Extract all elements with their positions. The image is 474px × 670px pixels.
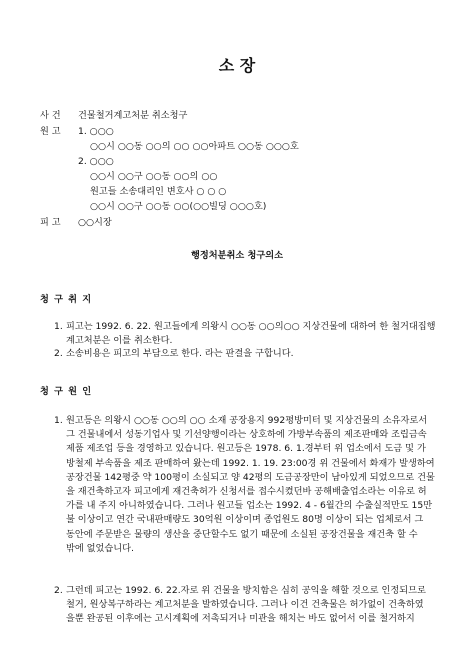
plaintiff-1-address: ○○시 ○○동 ○○의 ○○ ○○아파트 ○○동 ○○○호 <box>90 141 299 152</box>
item-line: 동안에 주문받은 물량의 생산을 중단할수도 없기 때문에 소실된 공장건물을 재건축 할 수 <box>66 528 418 540</box>
case-value: 건물철거계고처분 취소청구 <box>78 110 188 121</box>
plaintiff-attorney-address: ○○시 ○○구 ○○동 ○○(○○빌딩 ○○○호) <box>90 201 267 212</box>
item-line: 불 이상이고 연간 국내판매량도 30억원 이상이며 종업원도 80명 이상이 되는 업체로서 그 <box>66 514 424 526</box>
item-line: 을뿐 완공된 이후에는 고시계획에 저촉되거나 미관을 해치는 바도 없어서 이를 철거하지 <box>66 613 415 625</box>
defendant-label: 피 고 <box>40 217 61 228</box>
section-title: 행정처분취소 청구의소 <box>191 250 283 261</box>
claim-purpose-item-1 <box>54 320 446 348</box>
defendant-value: ○○시장 <box>78 217 112 228</box>
plaintiff-label: 원 고 <box>40 126 61 137</box>
plaintiff-1-name: 1. ○○○ <box>78 126 114 137</box>
claim-cause-item-1 <box>54 414 446 556</box>
plaintiff-2-name: 2. ○○○ <box>78 156 114 167</box>
item-line: 을 재건축하고자 피고에게 재건축허가 신청서를 접수시켰던바 공해배출업소라는 이유로 허 <box>66 486 427 498</box>
plaintiff-2-address: ○○시 ○○구 ○○동 ○○의 ○○ <box>90 171 218 182</box>
item-number: 2. <box>54 585 63 596</box>
plaintiff-attorney: 원고들 소송대리인 변호사 ○ ○ ○ <box>90 186 227 197</box>
item-line: 철거, 원상복구하라는 계고처분을 발하였습니다. 그러나 이건 건축물은 허가없이 건축하였 <box>66 599 424 611</box>
item-line: 밖에 없었습니다. <box>66 542 134 554</box>
claim-cause-heading: 청 구 원 인 <box>40 386 93 397</box>
item-line: 그 건물내에서 성동기업사 및 기선양행이라는 상호하에 가방부속품의 제조판매와 조립금속 <box>66 429 427 441</box>
item-line: 그런데 피고는 1992. 6. 22.자로 위 건물을 방치함은 심히 공익을 해할 것으로 인정되므로 <box>66 585 426 596</box>
claim-purpose-heading: 청 구 취 지 <box>40 294 93 305</box>
document-title: 소 장 <box>218 56 256 75</box>
item-number: 2. <box>54 348 63 359</box>
item-number: 1. <box>54 321 63 332</box>
item-line: 피고는 1992. 6. 22. 원고들에게 의왕시 ○○동 ○○의○○ 지상건물에 대하여 한 철거대집행 <box>66 321 436 332</box>
claim-purpose-item-2 <box>54 347 446 361</box>
item-line: 공장건물 142평중 약 100평이 소실되고 양 42평의 도금공장만이 남아있게 되었으므로 건물 <box>66 471 435 483</box>
claim-cause-item-2 <box>54 584 446 627</box>
item-line: 가를 내 주지 아니하였습니다. 그러나 원고들 업소는 1992. 4 - 6월간의 수출실적만도 15만 <box>66 500 433 512</box>
item-line: 원고등은 의왕시 ○○동 ○○의 ○○ 소재 공장용지 992평방미터 및 지상건물의 소유자로서 <box>66 415 428 426</box>
case-label: 사 건 <box>40 110 61 121</box>
item-line: 제품 제조업 등을 경영하고 있습니다. 원고등은 1978. 6. 1.경부터 위 업소에서 도금 및 가 <box>66 443 426 455</box>
item-number: 1. <box>54 415 63 426</box>
item-line: 계고처분은 이를 취소한다. <box>66 335 173 347</box>
item-line: 소송비용은 피고의 부담으로 한다. 라는 판결을 구합니다. <box>66 348 294 359</box>
item-line: 방철제 부속품을 제조 판매하여 왔는데 1992. 1. 19. 23:00경 위 건물에서 화재가 발생하여 <box>66 457 435 469</box>
